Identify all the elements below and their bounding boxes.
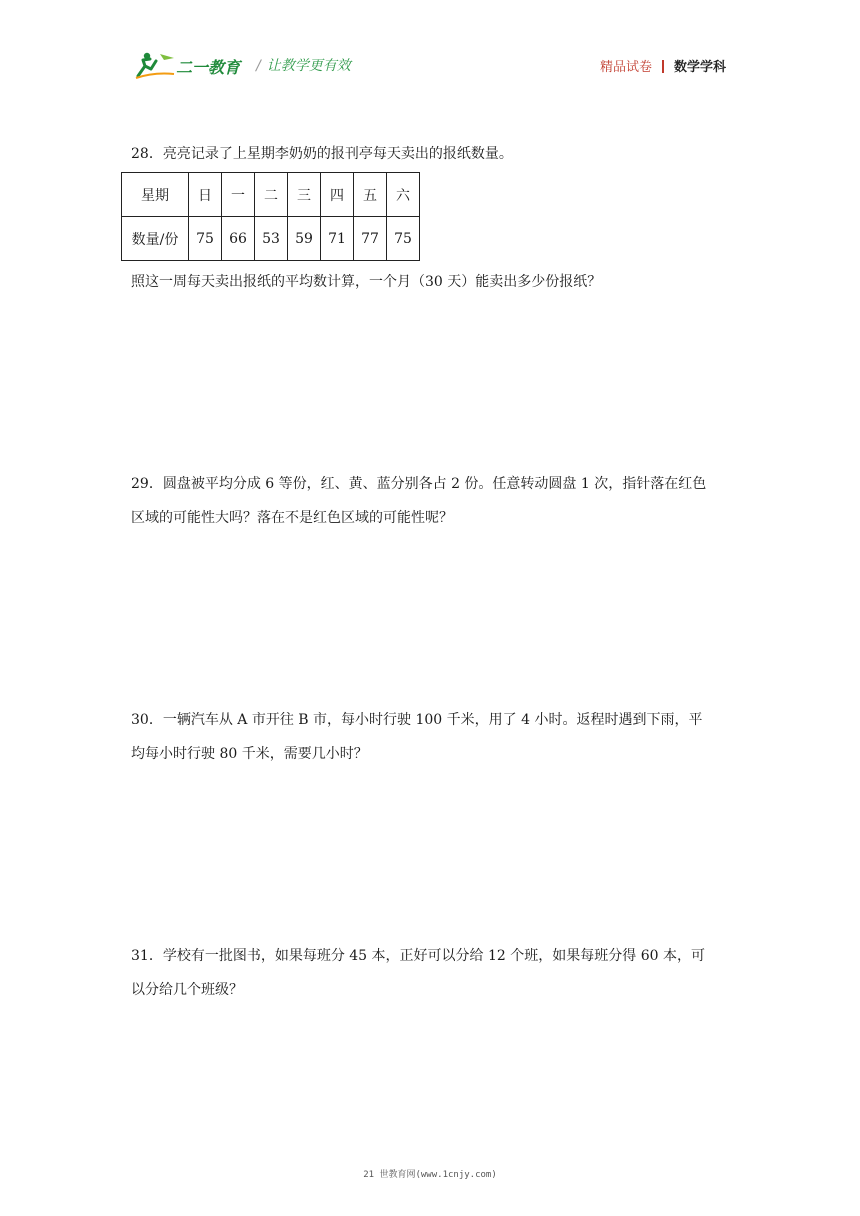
table-value-cell: 75 bbox=[189, 217, 222, 261]
table-day-cell: 五 bbox=[354, 173, 387, 217]
sales-table bbox=[121, 172, 420, 261]
table-header-label: 星期 bbox=[122, 173, 189, 217]
slogan bbox=[256, 55, 351, 75]
question-31-line-1: 31．学校有一批图书，如果每班分 45 本，正好可以分给 12 个班，如果每班分得 60 本，可 bbox=[131, 948, 705, 964]
table-day-cell: 四 bbox=[321, 173, 354, 217]
tag-divider bbox=[662, 60, 664, 73]
question-30-line-1: 30．一辆汽车从 A 市开往 B 市，每小时行驶 100 千米，用了 4 小时。返程时遇到下雨，平 bbox=[131, 712, 703, 728]
question-29-line-1: 29．圆盘被平均分成 6 等份，红、黄、蓝分别各占 2 份。任意转动圆盘 1 次，指针落在红色 bbox=[131, 476, 707, 492]
table-row bbox=[122, 173, 420, 217]
page-header bbox=[0, 0, 860, 100]
question-28-title: 28．亮亮记录了上星期李奶奶的报刊亭每天卖出的报纸数量。 bbox=[131, 146, 513, 162]
table-value-cell: 77 bbox=[354, 217, 387, 261]
table-day-cell: 三 bbox=[288, 173, 321, 217]
table-day-cell: 日 bbox=[189, 173, 222, 217]
slogan-separator: / bbox=[256, 58, 261, 74]
table-value-cell: 75 bbox=[387, 217, 420, 261]
tag-premium-paper: 精品试卷 bbox=[599, 60, 652, 75]
table-day-cell: 一 bbox=[222, 173, 255, 217]
table-value-cell: 53 bbox=[255, 217, 288, 261]
table-value-cell: 66 bbox=[222, 217, 255, 261]
question-29-line-2: 区域的可能性大吗？落在不是红色区域的可能性呢？ bbox=[131, 510, 453, 526]
table-row bbox=[122, 217, 420, 261]
slogan-text: 让教学更有效 bbox=[266, 58, 351, 74]
page-footer: 21 世教育网(www.1cnjy.com) bbox=[363, 1170, 497, 1180]
question-28-prompt: 照这一周每天卖出报纸的平均数计算，一个月（30 天）能卖出多少份报纸？ bbox=[131, 274, 602, 290]
table-row-label: 数量/份 bbox=[122, 217, 189, 261]
logo-text: 二一教育 bbox=[176, 58, 241, 77]
table-value-cell: 59 bbox=[288, 217, 321, 261]
table-day-cell: 六 bbox=[387, 173, 420, 217]
header-tags bbox=[600, 56, 726, 75]
table-value-cell: 71 bbox=[321, 217, 354, 261]
question-31-line-2: 以分给几个班级？ bbox=[131, 982, 243, 998]
tag-subject: 数学学科 bbox=[673, 60, 726, 75]
question-30-line-2: 均每小时行驶 80 千米，需要几小时？ bbox=[131, 746, 368, 762]
table-day-cell: 二 bbox=[255, 173, 288, 217]
